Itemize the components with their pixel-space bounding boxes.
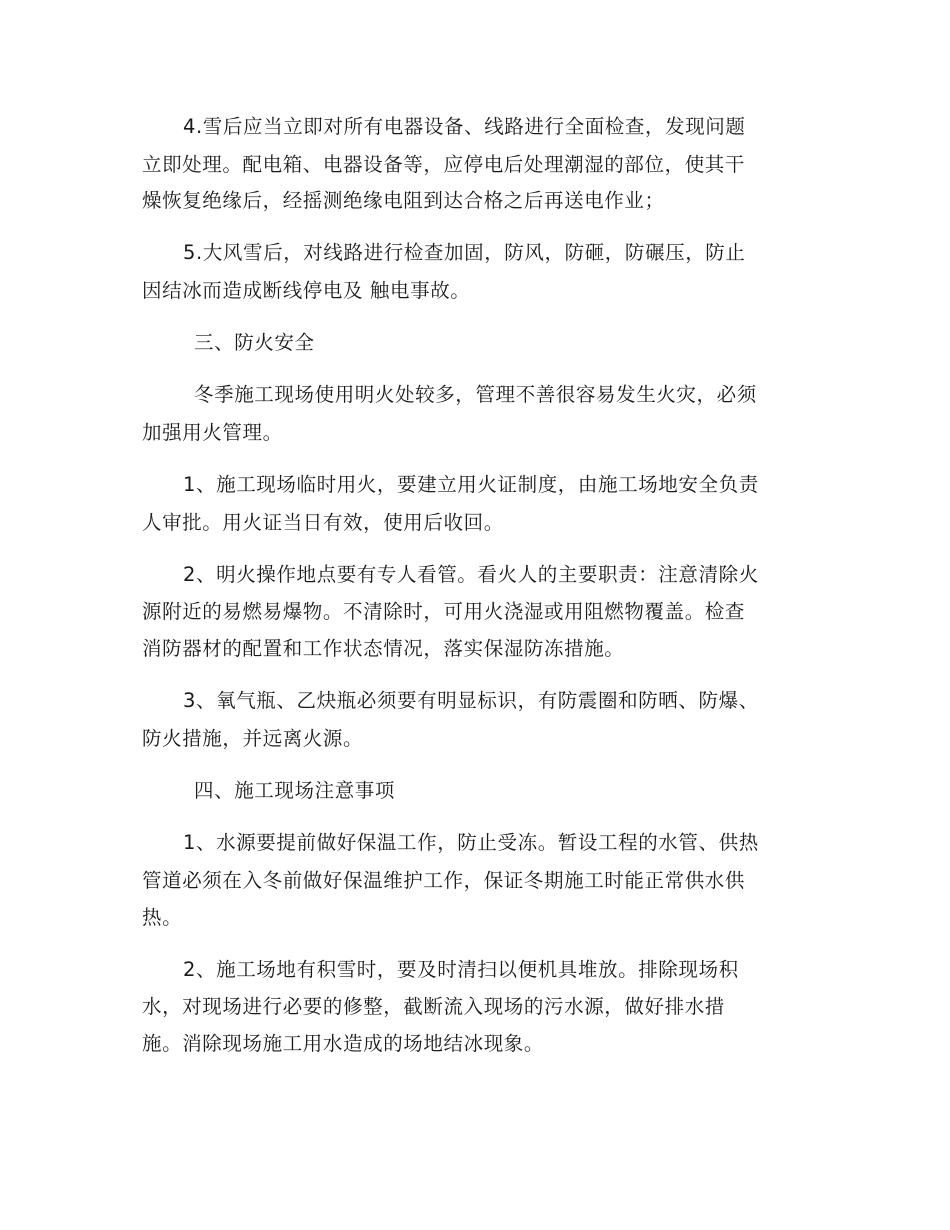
paragraph-line: 燥恢复绝缘后，经摇测绝缘电阻到达合格之后再送电作业； bbox=[142, 189, 665, 212]
paragraph-line: 冬季施工现场使用明火处较多，管理不善很容易发生火灾，必须 bbox=[194, 383, 757, 406]
paragraph-line: 3、氧气瓶、乙炔瓶必须要有明显标识，有防震圈和防晒、防爆、 bbox=[183, 689, 759, 712]
paragraph-line: 4.雪后应当立即对所有电器设备、线路进行全面检查，发现问题 bbox=[183, 115, 746, 138]
paragraph-line: 1、施工现场临时用火，要建立用火证制度，由施工场地安全负责 bbox=[183, 473, 759, 496]
paragraph-line: 2、明火操作地点要有专人看管。看火人的主要职责：注意清除火 bbox=[183, 563, 759, 586]
paragraph-line: 人审批。用火证当日有效，使用后收回。 bbox=[142, 511, 504, 534]
paragraph-line: 1、水源要提前做好保温工作，防止受冻。暂设工程的水管、供热 bbox=[183, 831, 759, 854]
paragraph-line: 5.大风雪后，对线路进行检查加固，防风，防砸，防碾压，防止 bbox=[183, 241, 746, 264]
paragraph-line: 热。 bbox=[142, 906, 183, 929]
paragraph-line: 因结冰而造成断线停电及 触电事故。 bbox=[142, 279, 471, 302]
paragraph-line: 消防器材的配置和工作状态情况，落实保湿防冻措施。 bbox=[142, 637, 625, 660]
paragraph-line: 立即处理。配电箱、电器设备等，应停电后处理潮湿的部位，使其干 bbox=[142, 153, 746, 176]
paragraph-line: 施。消除现场施工用水造成的场地结冰现象。 bbox=[142, 1032, 545, 1055]
paragraph-line: 源附近的易燃易爆物。不清除时，可用火浇湿或用阻燃物覆盖。检查 bbox=[142, 600, 746, 623]
section-heading: 四、施工现场注意事项 bbox=[194, 779, 396, 802]
section-heading: 三、防火安全 bbox=[194, 331, 315, 354]
paragraph-line: 水，对现场进行必要的修整，截断流入现场的污水源，做好排水措 bbox=[142, 995, 725, 1018]
paragraph-line: 2、施工场地有积雪时，要及时清扫以便机具堆放。排除现场积 bbox=[183, 958, 739, 981]
paragraph-line: 加强用火管理。 bbox=[142, 421, 283, 444]
paragraph-line: 防火措施，并远离火源。 bbox=[142, 727, 364, 750]
paragraph-line: 管道必须在入冬前做好保温维护工作，保证冬期施工时能正常供水供 bbox=[142, 869, 746, 892]
